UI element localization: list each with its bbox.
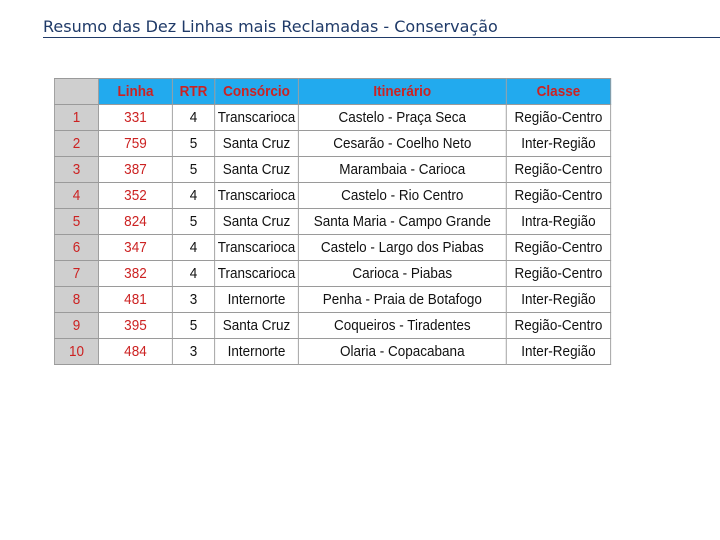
cell-linha: 382 xyxy=(99,261,173,287)
cell-rtr: 3 xyxy=(172,287,214,313)
cell-rtr: 4 xyxy=(172,105,214,131)
cell-linha: 395 xyxy=(99,313,173,339)
table-row xyxy=(54,131,610,157)
cell-rtr: 4 xyxy=(172,261,214,287)
cell-consorcio: Transcarioca xyxy=(215,261,299,287)
cell-itinerario: Castelo - Praça Seca xyxy=(298,105,506,131)
header-rtr: RTR xyxy=(172,79,214,105)
cell-consorcio: Transcarioca xyxy=(215,235,299,261)
cell-linha: 824 xyxy=(99,209,173,235)
header-itinerario: Itinerário xyxy=(298,79,506,105)
row-rank: 6 xyxy=(54,235,98,261)
cell-classe: Região-Centro xyxy=(506,261,610,287)
cell-consorcio: Internorte xyxy=(215,339,299,365)
row-rank: 5 xyxy=(54,209,98,235)
row-rank: 10 xyxy=(54,339,98,365)
cell-linha: 331 xyxy=(99,105,173,131)
cell-itinerario: Penha - Praia de Botafogo xyxy=(298,287,506,313)
table-header-row xyxy=(54,79,610,105)
cell-classe: Região-Centro xyxy=(506,183,610,209)
title-underline xyxy=(43,37,720,38)
cell-linha: 387 xyxy=(99,157,173,183)
row-rank: 2 xyxy=(54,131,98,157)
cell-classe: Inter-Região xyxy=(506,287,610,313)
table-row xyxy=(54,313,610,339)
header-classe: Classe xyxy=(506,79,610,105)
cell-rtr: 5 xyxy=(172,157,214,183)
cell-linha: 484 xyxy=(99,339,173,365)
table-row xyxy=(54,105,610,131)
cell-consorcio: Santa Cruz xyxy=(215,209,299,235)
cell-itinerario: Cesarão - Coelho Neto xyxy=(298,131,506,157)
row-rank: 4 xyxy=(54,183,98,209)
cell-linha: 352 xyxy=(99,183,173,209)
cell-consorcio: Santa Cruz xyxy=(215,313,299,339)
cell-rtr: 5 xyxy=(172,131,214,157)
table-row xyxy=(54,339,610,365)
cell-classe: Região-Centro xyxy=(506,157,610,183)
cell-consorcio: Transcarioca xyxy=(215,183,299,209)
cell-consorcio: Santa Cruz xyxy=(215,131,299,157)
table-row xyxy=(54,235,610,261)
cell-consorcio: Transcarioca xyxy=(215,105,299,131)
cell-rtr: 4 xyxy=(172,235,214,261)
cell-classe: Intra-Região xyxy=(506,209,610,235)
cell-itinerario: Marambaia - Carioca xyxy=(298,157,506,183)
cell-linha: 347 xyxy=(99,235,173,261)
cell-rtr: 5 xyxy=(172,209,214,235)
table-row xyxy=(54,157,610,183)
cell-itinerario: Coqueiros - Tiradentes xyxy=(298,313,506,339)
row-rank: 9 xyxy=(54,313,98,339)
cell-linha: 759 xyxy=(99,131,173,157)
cell-classe: Região-Centro xyxy=(506,313,610,339)
cell-rtr: 5 xyxy=(172,313,214,339)
header-linha: Linha xyxy=(99,79,173,105)
cell-linha: 481 xyxy=(99,287,173,313)
cell-classe: Inter-Região xyxy=(506,131,610,157)
header-consorcio: Consórcio xyxy=(215,79,299,105)
row-rank: 8 xyxy=(54,287,98,313)
header-corner-cell xyxy=(54,79,98,105)
cell-classe: Região-Centro xyxy=(506,235,610,261)
table-row xyxy=(54,183,610,209)
row-rank: 7 xyxy=(54,261,98,287)
cell-classe: Inter-Região xyxy=(506,339,610,365)
cell-consorcio: Santa Cruz xyxy=(215,157,299,183)
cell-itinerario: Carioca - Piabas xyxy=(298,261,506,287)
table-row xyxy=(54,261,610,287)
cell-itinerario: Olaria - Copacabana xyxy=(298,339,506,365)
cell-consorcio: Internorte xyxy=(215,287,299,313)
row-rank: 3 xyxy=(54,157,98,183)
table-row xyxy=(54,287,610,313)
cell-rtr: 3 xyxy=(172,339,214,365)
slide-title: Resumo das Dez Linhas mais Reclamadas - Conservação xyxy=(43,17,498,36)
table-row xyxy=(54,209,610,235)
cell-itinerario: Santa Maria - Campo Grande xyxy=(298,209,506,235)
complaints-table xyxy=(54,78,611,365)
row-rank: 1 xyxy=(54,105,98,131)
cell-itinerario: Castelo - Largo dos Piabas xyxy=(298,235,506,261)
cell-itinerario: Castelo - Rio Centro xyxy=(298,183,506,209)
cell-classe: Região-Centro xyxy=(506,105,610,131)
cell-rtr: 4 xyxy=(172,183,214,209)
